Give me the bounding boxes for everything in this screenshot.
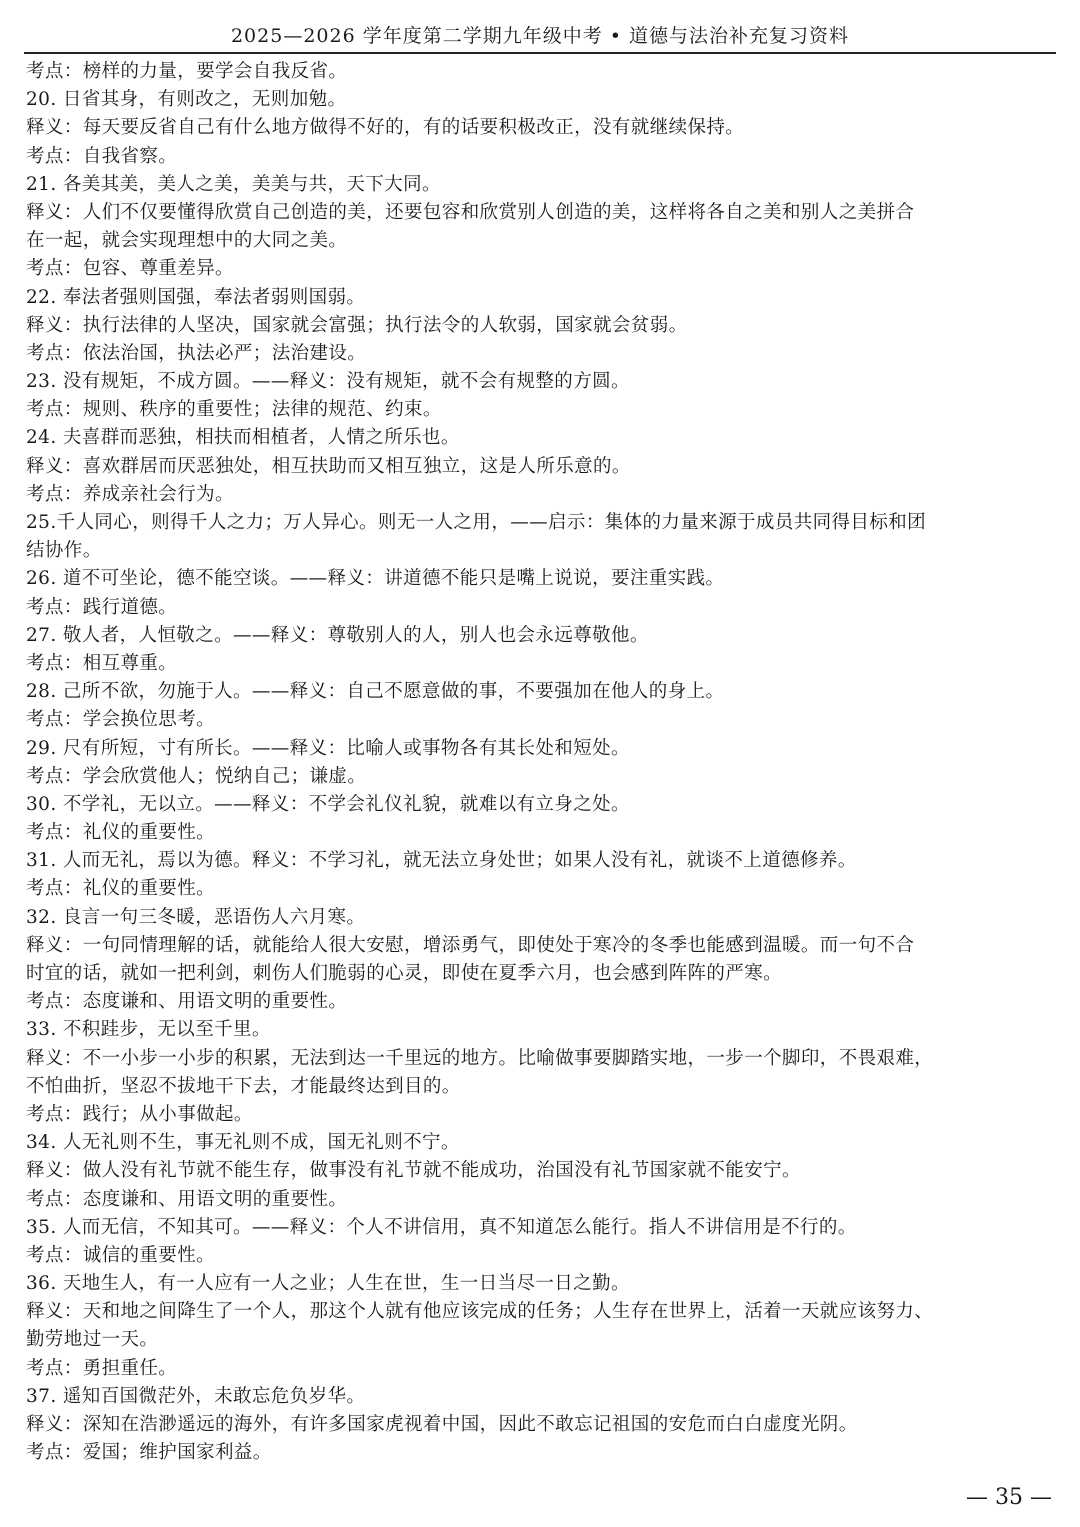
text-line: 时宜的话，就如一把利剑，刺伤人们脆弱的心灵，即使在夏季六月，也会感到阵阵的严寒。 [26, 963, 783, 984]
text-line: 24. 夫喜群而恶独，相扶而相植者，人情之所乐也。 [26, 427, 460, 449]
text-line: 考点：诚信的重要性。 [26, 1244, 216, 1266]
text-line: 35. 人而无信，不知其可。——释义：个人不讲信用，真不知道怎么能行。指人不讲信用是不行的。 [26, 1216, 857, 1238]
text-line: 考点：爱国；维护国家利益。 [26, 1442, 272, 1464]
text-line: 释义：天和地之间降生了一个人，那这个人就有他应该完成的任务；人生存在世界上，活着一天就应该努力、 [26, 1301, 934, 1323]
text-line: 释义：不一小步一小步的积累，无法到达一千里远的地方。比喻做事要脚踏实地，一步一个脚印，不畏艰难， [26, 1047, 934, 1069]
text-line: 释义：一句同情理解的话，就能给人很大安慰，增添勇气，即使处于寒冷的冬季也能感到温暖。而一句不合 [26, 934, 915, 956]
text-line: 考点：态度谦和、用语文明的重要性。 [26, 1188, 348, 1210]
text-line: 考点：自我省察。 [26, 145, 178, 167]
text-line: 考点：养成亲社会行为。 [26, 483, 234, 505]
text-line: 29. 尺有所短，寸有所长。——释义：比喻人或事物各有其长处和短处。 [26, 737, 630, 759]
text-line: 28. 己所不欲，勿施于人。——释义：自己不愿意做的事，不要强加在他人的身上。 [26, 681, 725, 703]
text-line: 考点：依法治国，执法必严；法治建设。 [26, 342, 367, 364]
text-line: 33. 不积跬步，无以至千里。 [26, 1019, 271, 1041]
page-header-title: 2025—2026 学年度第二学期九年级中考 • 道德与法治补充复习资料 [230, 25, 850, 47]
text-line: 在一起，就会实现理想中的大同之美。 [26, 230, 348, 252]
text-line: 考点：相互尊重。 [26, 652, 178, 674]
text-line: 32. 良言一句三冬暖，恶语伤人六月寒。 [26, 906, 366, 928]
text-line: 考点：践行；从小事做起。 [26, 1103, 253, 1125]
text-line: 23. 没有规矩，不成方圆。——释义：没有规矩，就不会有规整的方圆。 [26, 371, 630, 393]
text-line: 20. 日省其身，有则改之，无则加勉。 [26, 89, 347, 111]
text-line: 考点：规则、秩序的重要性；法律的规范、约束。 [26, 399, 442, 421]
text-line: 考点：包容、尊重差异。 [26, 258, 234, 280]
text-line: 31. 人而无礼，焉以为德。释义：不学习礼，就无法立身处世；如果人没有礼，就谈不上道德修养。 [26, 850, 857, 872]
text-line: 不怕曲折，坚忍不拔地干下去，才能最终达到目的。 [26, 1075, 461, 1097]
text-line: 36. 天地生人，有一人应有一人之业；人生在世，生一日当尽一日之勤。 [26, 1273, 630, 1295]
text-line: 34. 人无礼则不生，事无礼则不成，国无礼则不宁。 [26, 1132, 460, 1154]
text-line: 结协作。 [26, 540, 102, 562]
text-line: 考点：学会换位思考。 [26, 709, 216, 731]
text-line: 37. 遥知百国微茫外，未敢忘危负岁华。 [26, 1385, 366, 1407]
text-line: 考点：学会欣赏他人；悦纳自己；谦虚。 [26, 765, 367, 787]
text-line: 考点：礼仪的重要性。 [26, 822, 216, 844]
text-line: 考点：态度谦和、用语文明的重要性。 [26, 991, 348, 1013]
text-line: 考点：勇担重任。 [26, 1357, 178, 1379]
text-line: 考点：践行道德。 [26, 596, 178, 618]
document-body [26, 58, 1058, 1467]
text-line: 26. 道不可坐论，德不能空谈。——释义：讲道德不能只是嘴上说说，要注重实践。 [26, 568, 725, 590]
page-number: — 35 — [966, 1485, 1052, 1510]
page-header [24, 22, 1056, 54]
text-line: 25.千人同心，则得千人之力；万人异心。则无一人之用，——启示：集体的力量来源于成员共同得目标和团 [26, 512, 927, 533]
text-line: 30. 不学礼，无以立。——释义：不学会礼仪礼貌，就难以有立身之处。 [26, 793, 630, 815]
text-line: 考点：礼仪的重要性。 [26, 878, 216, 900]
text-line: 释义：人们不仅要懂得欣赏自己创造的美，还要包容和欣赏别人创造的美，这样将各自之美和别人之美拼合 [26, 201, 915, 223]
text-line: 考点：榜样的力量，要学会自我反省。 [26, 61, 348, 82]
text-line: 勤劳地过一天。 [26, 1329, 159, 1351]
text-line: 27. 敬人者，人恒敬之。——释义：尊敬别人的人，别人也会永远尊敬他。 [26, 624, 649, 646]
text-line: 释义：每天要反省自己有什么地方做得不好的，有的话要积极改正，没有就继续保持。 [26, 117, 745, 139]
text-line: 22. 奉法者强则国强，奉法者弱则国弱。 [26, 286, 366, 308]
text-line: 释义：喜欢群居而厌恶独处，相互扶助而又相互独立，这是人所乐意的。 [26, 455, 631, 477]
text-line: 21. 各美其美，美人之美，美美与共，天下大同。 [26, 173, 441, 195]
text-line: 释义：执行法律的人坚决，国家就会富强；执行法令的人软弱，国家就会贫弱。 [26, 314, 688, 336]
text-line: 释义：做人没有礼节就不能生存，做事没有礼节就不能成功，治国没有礼节国家就不能安宁。 [26, 1160, 801, 1182]
text-line: 释义：深知在浩渺遥远的海外，有许多国家虎视着中国，因此不敢忘记祖国的安危而白白虚度光阴。 [26, 1414, 858, 1435]
